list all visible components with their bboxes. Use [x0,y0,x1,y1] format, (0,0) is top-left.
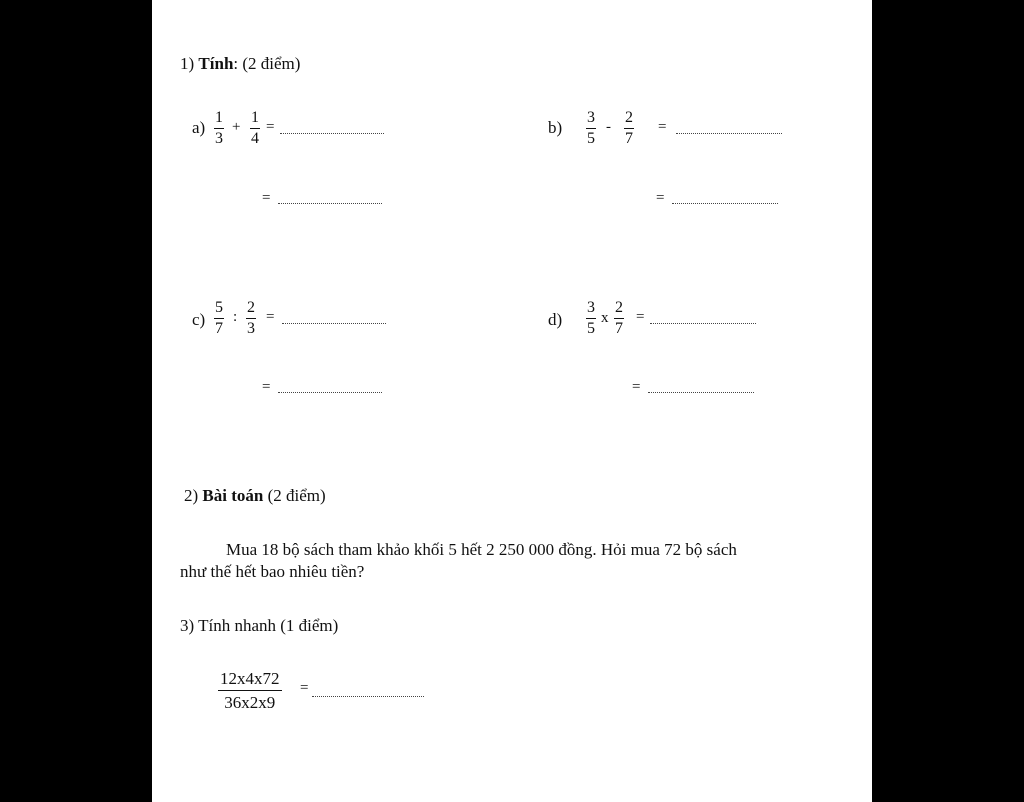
exercise-d-equals: = [636,309,645,325]
exercise-a-fraction-1: $\frac{1}{3}$ [215,109,223,147]
exercise-b-answer-line-1[interactable] [676,133,782,134]
quick-calc-equals: = [300,680,309,696]
exercise-a-label: a) [192,118,206,137]
exercise-a-answer-line-2[interactable] [278,203,382,204]
exercise-a-equals-2: = [262,190,271,206]
exercise-a-fraction-2: $\frac{1}{4}$ [251,109,259,147]
exercise-b-equals-2: = [656,190,665,206]
quick-calc-fraction [218,670,282,711]
section-1-number: 1) [180,54,195,73]
exercise-b-operator: - [606,119,611,135]
exercise-b-fraction-2: $\frac{2}{7}$ [625,109,633,147]
section-2-heading [184,486,326,506]
exercise-c-equals: = [266,309,275,325]
exercise-a-equals: = [266,119,275,135]
exercise-c-answer-line-1[interactable] [282,323,386,324]
exercise-d-fraction-2: $\frac{2}{7}$ [615,299,623,337]
exercise-a-operator: + [232,119,241,135]
exercise-b-fraction-1: $\frac{3}{5}$ [587,109,595,147]
exercise-c-equals-2: = [262,379,271,395]
quick-calc-numerator: 12x4x72 [218,670,282,691]
worksheet-page [152,0,872,802]
exercise-a-answer-line-1[interactable] [280,133,384,134]
exercise-d-label: d) [548,310,563,329]
quick-calc-denominator: 36x2x9 [224,693,276,712]
problem-text-line-1: Mua 18 bộ sách tham khảo khối 5 hết 2 250 000 đồng. Hỏi mua 72 bộ sách [226,540,737,559]
section-2-number: 2) [184,486,199,505]
exercise-d-answer-line-2[interactable] [648,392,754,393]
exercise-b-label: b) [548,118,563,137]
exercise-c-fraction-1: $\frac{5}{7}$ [215,299,223,337]
exercise-b-equals: = [658,119,667,135]
exercise-d-fraction-1: $\frac{3}{5}$ [587,299,595,337]
problem-text-line-2: như thế hết bao nhiêu tiền? [180,562,365,581]
section-2-title: Bài toán [202,486,264,505]
exercise-d-operator: x [601,310,609,326]
exercise-c-operator: : [233,309,238,325]
section-1-title: Tính [198,54,234,73]
section-2-points: (2 điểm) [267,486,326,505]
exercise-d-equals-2: = [632,379,641,395]
quick-calc-answer-line[interactable] [312,696,424,697]
section-1-heading [180,54,300,74]
exercise-c-label: c) [192,310,206,329]
section-1-points: : (2 điểm) [233,54,301,73]
exercise-d-answer-line-1[interactable] [650,323,756,324]
exercise-c-fraction-2: $\frac{2}{3}$ [247,299,255,337]
exercise-b-answer-line-2[interactable] [672,203,778,204]
exercise-c-answer-line-2[interactable] [278,392,382,393]
section-3-heading: 3) Tính nhanh (1 điểm) [180,616,339,635]
